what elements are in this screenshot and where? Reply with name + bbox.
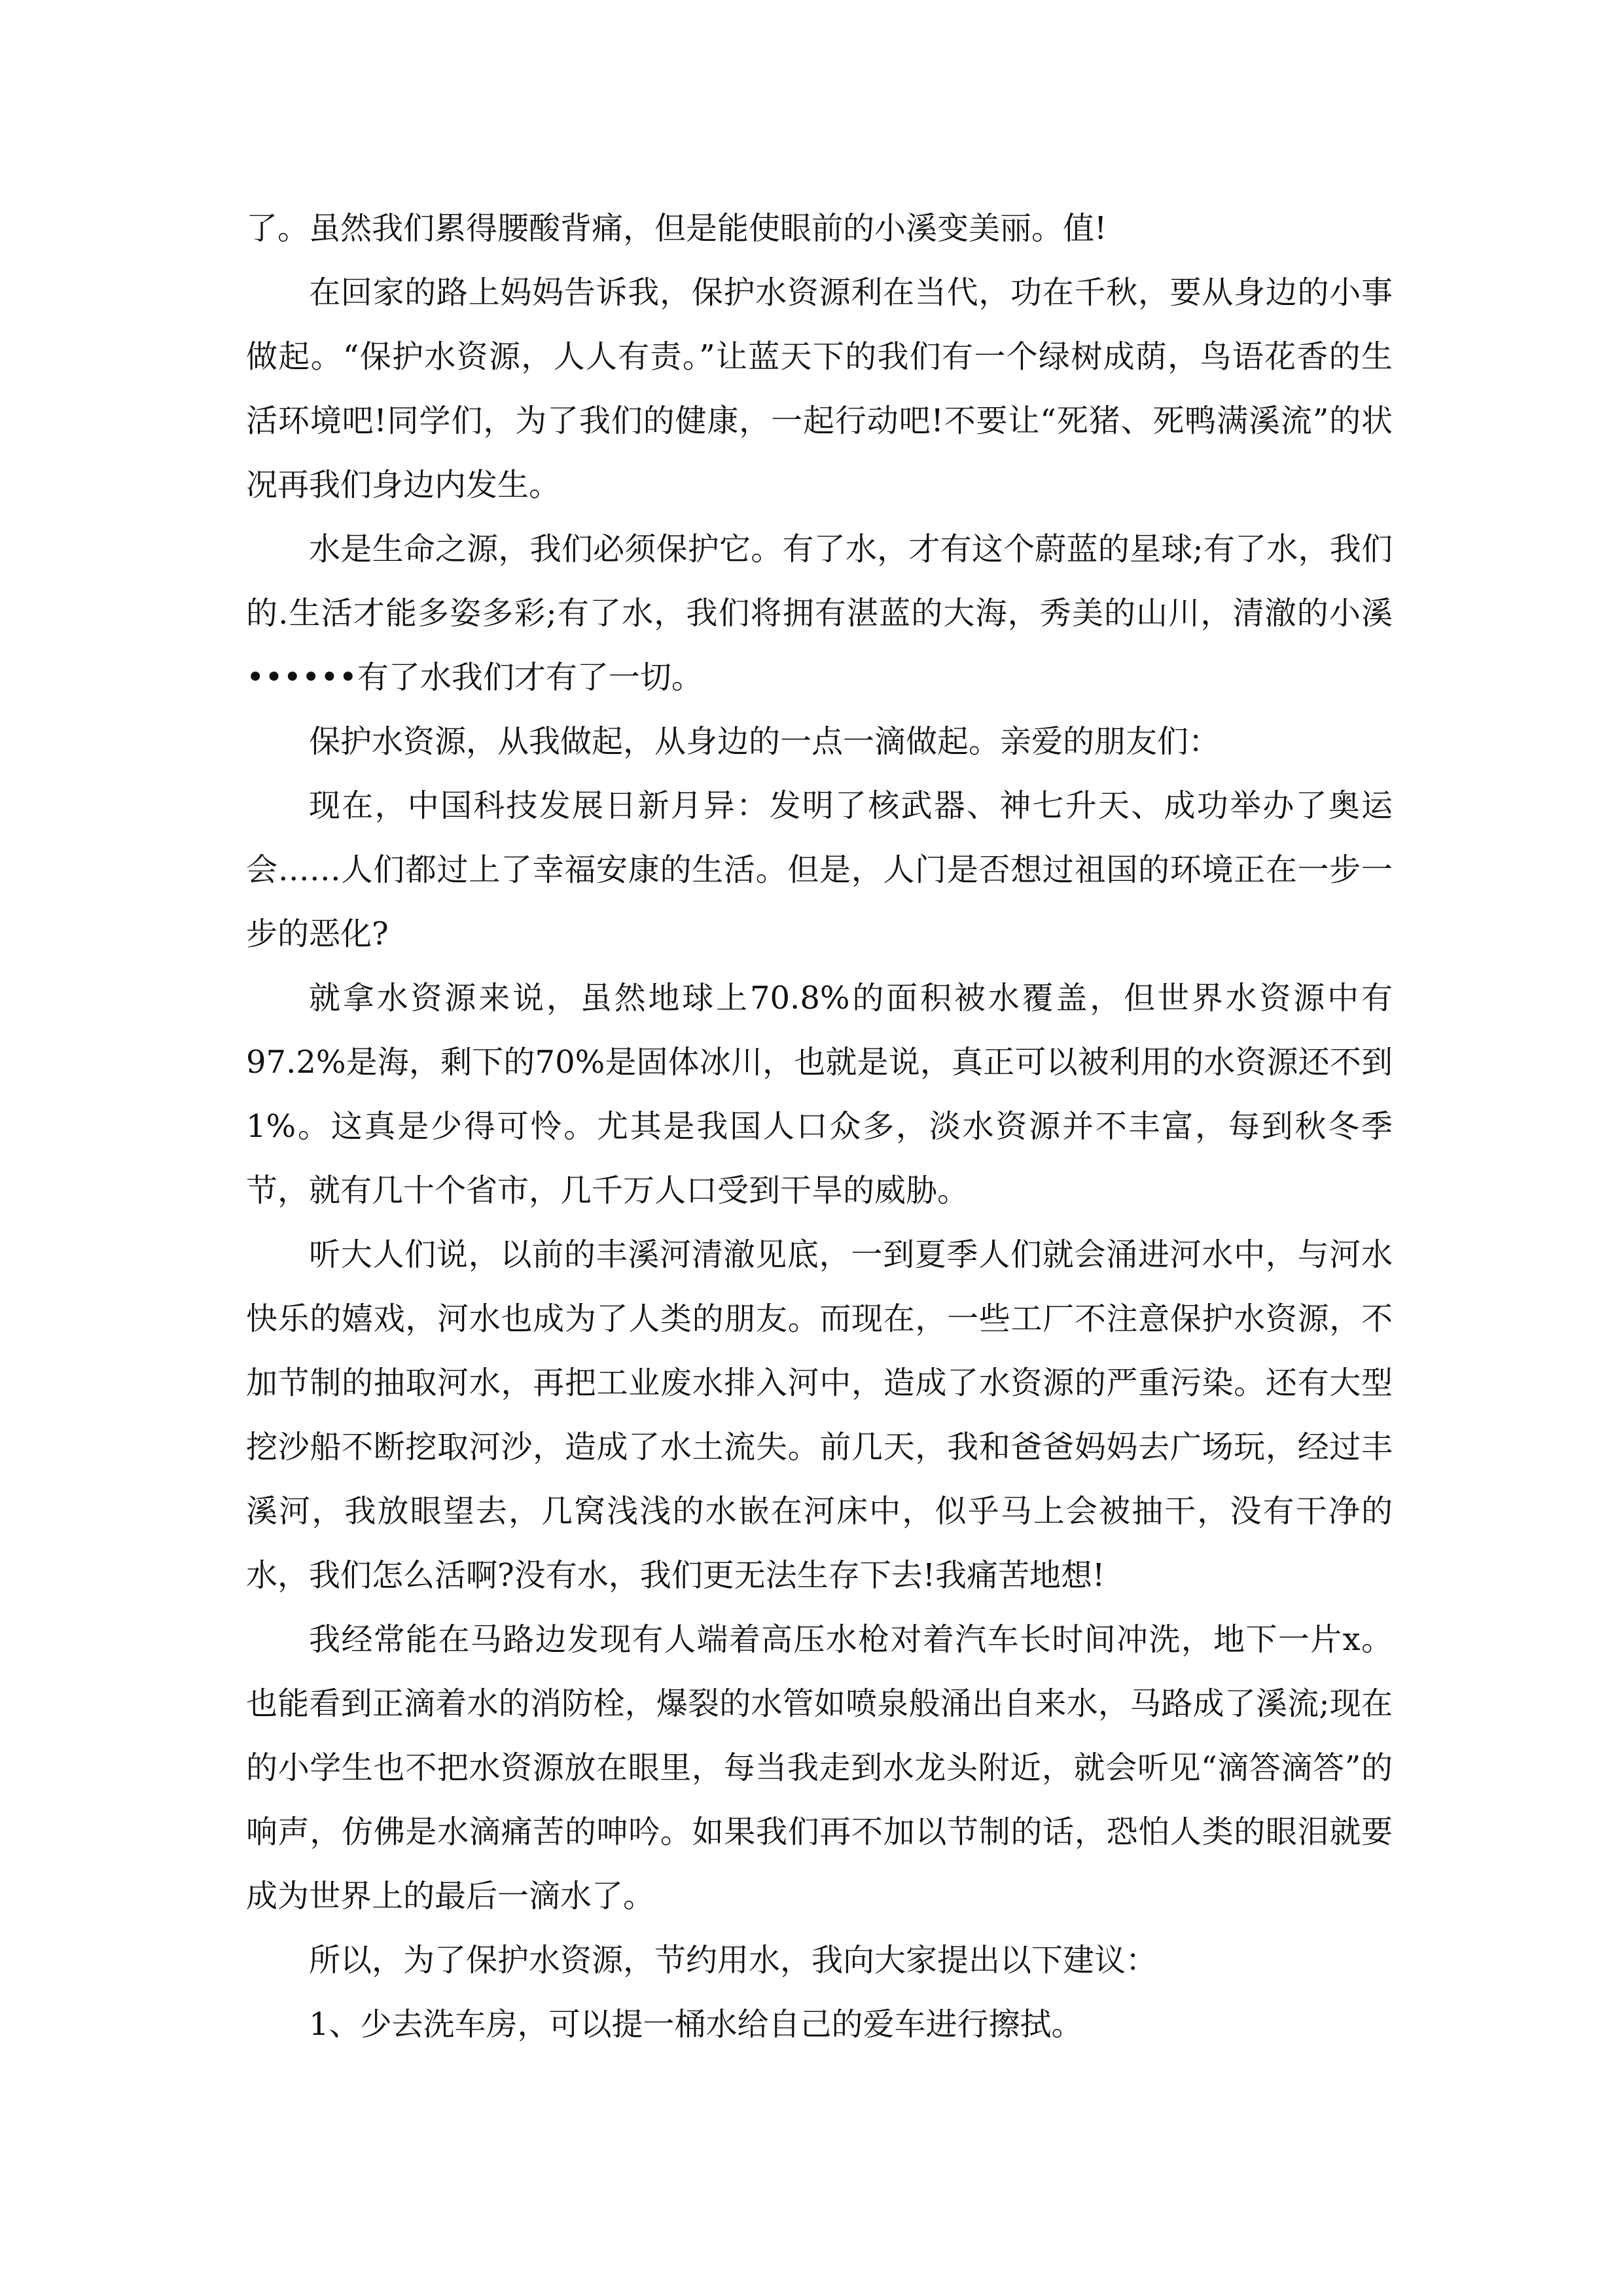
paragraph-5: 现在，中国科技发展日新月异：发明了核武器、神七升天、成功举办了奥运会……人们都过上了幸福安康的生活。但是，人门是否想过祖国的环境正在一步一步的恶化? [246, 787, 1393, 952]
paragraph-3: 水是生命之源，我们必须保护它。有了水，才有这个蔚蓝的星球;有了水，我们的.生活才能多姿多彩;有了水，我们将拥有湛蓝的大海，秀美的山川，清澈的小溪••••••有了水我们才有了一切。 [246, 531, 1393, 696]
paragraph-9: 所以，为了保护水资源，节约用水，我向大家提出以下建议： [309, 1942, 1158, 1979]
paragraph-2: 在回家的路上妈妈告诉我，保护水资源利在当代，功在千秋，要从身边的小事做起。“保护水资源，人人有责。”让蓝天下的我们有一个绿树成荫，鸟语花香的生活环境吧!同学们，为了我们的健康，一起行动吧!不要让“死猪、死鸭满溪流”的状况再我们身边内发生。 [246, 274, 1393, 503]
paragraph-7: 听大人们说，以前的丰溪河清澈见底，一到夏季人们就会涌进河水中，与河水快乐的嬉戏，河水也成为了人类的朋友。而现在，一些工厂不注意保护水资源，不加节制的抽取河水，再把工业废水排入河中，造成了水资源的严重污染。还有大型挖沙船不断挖取河沙，造成了水土流失。前几天，我和爸爸妈妈去广场玩，经过丰溪河，我放眼望去，几窝浅浅的水嵌在河床中，似乎马上会被抽干，没有干净的水，我们怎么活啊?没有水，我们更无法生存下去!我痛苦地想! [246, 1236, 1393, 1594]
paragraph-8: 我经常能在马路边发现有人端着高压水枪对着汽车长时间冲洗，地下一片x。也能看到正滴着水的消防栓，爆裂的水管如喷泉般涌出自来水，马路成了溪流;现在的小学生也不把水资源放在眼里，每当我走到水龙头附近，就会听见“滴答滴答”的响声，仿佛是水滴痛苦的呻吟。如果我们再不加以节制的话，恐怕人类的眼泪就要成为世界上的最后一滴水了。 [246, 1621, 1393, 1914]
document-body [246, 196, 1393, 2056]
paragraph-1: 了。虽然我们累得腰酸背痛，但是能使眼前的小溪变美丽。值! [246, 210, 1107, 247]
paragraph-6: 就拿水资源来说，虽然地球上70.8%的面积被水覆盖，但世界水资源中有97.2%是海，剩下的70%是固体冰川，也就是说，真正可以被利用的水资源还不到1%。这真是少得可怜。尤其是我国人口众多，淡水资源并不丰富，每到秋冬季节，就有几十个省市，几千万人口受到干旱的威胁。 [246, 980, 1393, 1209]
paragraph-10: 1、少去洗车房，可以提一桶水给自己的爱车进行擦拭。 [309, 2006, 1083, 2043]
paragraph-4: 保护水资源，从我做起，从身边的一点一滴做起。亲爱的朋友们： [309, 723, 1221, 760]
